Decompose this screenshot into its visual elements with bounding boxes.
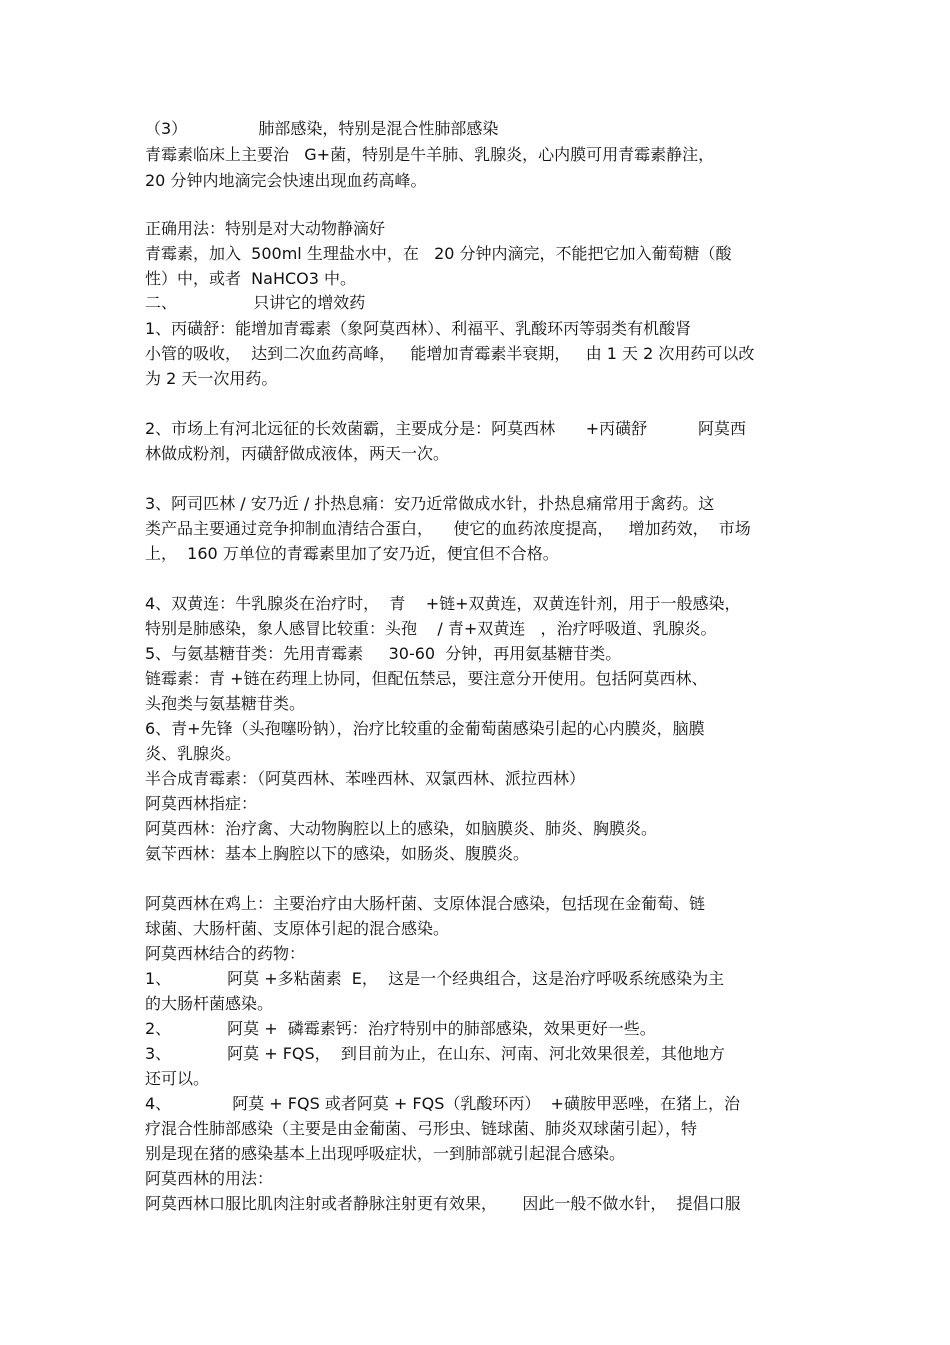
text-line: 4、 阿莫 + FQS 或者阿莫 + FQS（乳酸环丙） +磺胺甲恶唑，在猪上，治 [145,1094,740,1113]
text-line: 3、 阿莫 + FQS， 到目前为止，在山东、河南、河北效果很差，其他地方 [145,1044,725,1063]
text-line: 阿莫西林口服比肌肉注射或者静脉注射更有效果， 因此一般不做水针， 提倡口服 [145,1194,741,1213]
text-line: 林做成粉剂，丙磺舒做成液体，两天一次。 [145,444,450,463]
text-line: 20 分钟内地滴完会快速出现血药高峰。 [145,171,427,190]
text-line: 性）中，或者 NaHCO3 中。 [145,269,357,288]
text-line: 链霉素：青 +链在药理上协同，但配伍禁忌，要注意分开使用。包括阿莫西林、 [145,669,708,688]
text-line: 别是现在猪的感染基本上出现呼吸症状，一到肺部就引起混合感染。 [145,1144,626,1163]
text-line: 阿莫西林的用法： [145,1169,274,1188]
text-line: 5、与氨基糖苷类：先用青霉素 30-60 分钟，再用氨基糖苷类。 [145,644,622,663]
text-line: 3、阿司匹林 / 安乃近 / 扑热息痛：安乃近常做成水针，扑热息痛常用于禽药。这 [145,494,715,513]
text-line: 疗混合性肺部感染（主要是由金葡菌、弓形虫、链球菌、肺炎双球菌引起），特 [145,1119,698,1138]
text-line: 青霉素，加入 500ml 生理盐水中，在 20 分钟内滴完，不能把它加入葡萄糖（酸 [145,244,732,263]
text-line: 为 2 天一次用药。 [145,369,278,388]
text-line: 炎、乳腺炎。 [145,744,242,763]
text-line: 小管的吸收， 达到二次血药高峰， 能增加青霉素半衰期， 由 1 天 2 次用药可以改 [145,344,755,363]
text-line: （3） 肺部感染，特别是混合性肺部感染 [145,119,499,138]
text-line: 4、双黄连：牛乳腺炎在治疗时， 青 +链+双黄连，双黄连针剂，用于一般感染， [145,594,741,613]
text-line: 阿莫西林：治疗禽、大动物胸腔以上的感染，如脑膜炎、肺炎、胸膜炎。 [145,819,658,838]
text-line: 特别是肺感染，象人感冒比较重：头孢 / 青+双黄连 ，治疗呼吸道、乳腺炎。 [145,619,717,638]
text-line: 的大肠杆菌感染。 [145,994,274,1013]
text-line: 还可以。 [145,1069,210,1088]
text-line: 1、 阿莫 +多粘菌素 E， 这是一个经典组合，这是治疗呼吸系统感染为主 [145,969,725,988]
text-line: 6、青+先锋（头孢噻吩钠），治疗比较重的金葡萄菌感染引起的心内膜炎，脑膜 [145,719,705,738]
text-line: 2、市场上有河北远征的长效菌霸，主要成分是：阿莫西林 +丙磺舒 阿莫西 [145,419,746,438]
text-line: 类产品主要通过竞争抑制血清结合蛋白， 使它的血药浓度提高， 增加药效， 市场 [145,519,751,538]
text-line: 2、 阿莫 + 磷霉素钙：治疗特别中的肺部感染，效果更好一些。 [145,1019,656,1038]
text-line: 青霉素临床上主要治 G+菌，特别是牛羊肺、乳腺炎，心内膜可用青霉素静注， [145,145,715,164]
text-line: 阿莫西林指症： [145,794,258,813]
text-line: 球菌、大肠杆菌、支原体引起的混合感染。 [145,919,450,938]
text-line: 头孢类与氨基糖苷类。 [145,694,306,713]
text-line: 1、丙磺舒：能增加青霉素（象阿莫西林）、利福平、乳酸环丙等弱类有机酸肾 [145,319,692,338]
section-heading: 二、 只讲它的增效药 [145,293,366,312]
text-line: 半合成青霉素：（阿莫西林、苯唑西林、双氯西林、派拉西林） [145,769,586,788]
text-line: 阿莫西林在鸡上：主要治疗由大肠杆菌、支原体混合感染，包括现在金葡萄、链 [145,894,706,913]
text-line: 上， 160 万单位的青霉素里加了安乃近，便宜但不合格。 [145,544,559,563]
text-line: 阿莫西林结合的药物： [145,944,306,963]
text-line: 正确用法：特别是对大动物静滴好 [145,219,386,238]
text-line: 氨苄西林：基本上胸腔以下的感染，如肠炎、腹膜炎。 [145,844,530,863]
